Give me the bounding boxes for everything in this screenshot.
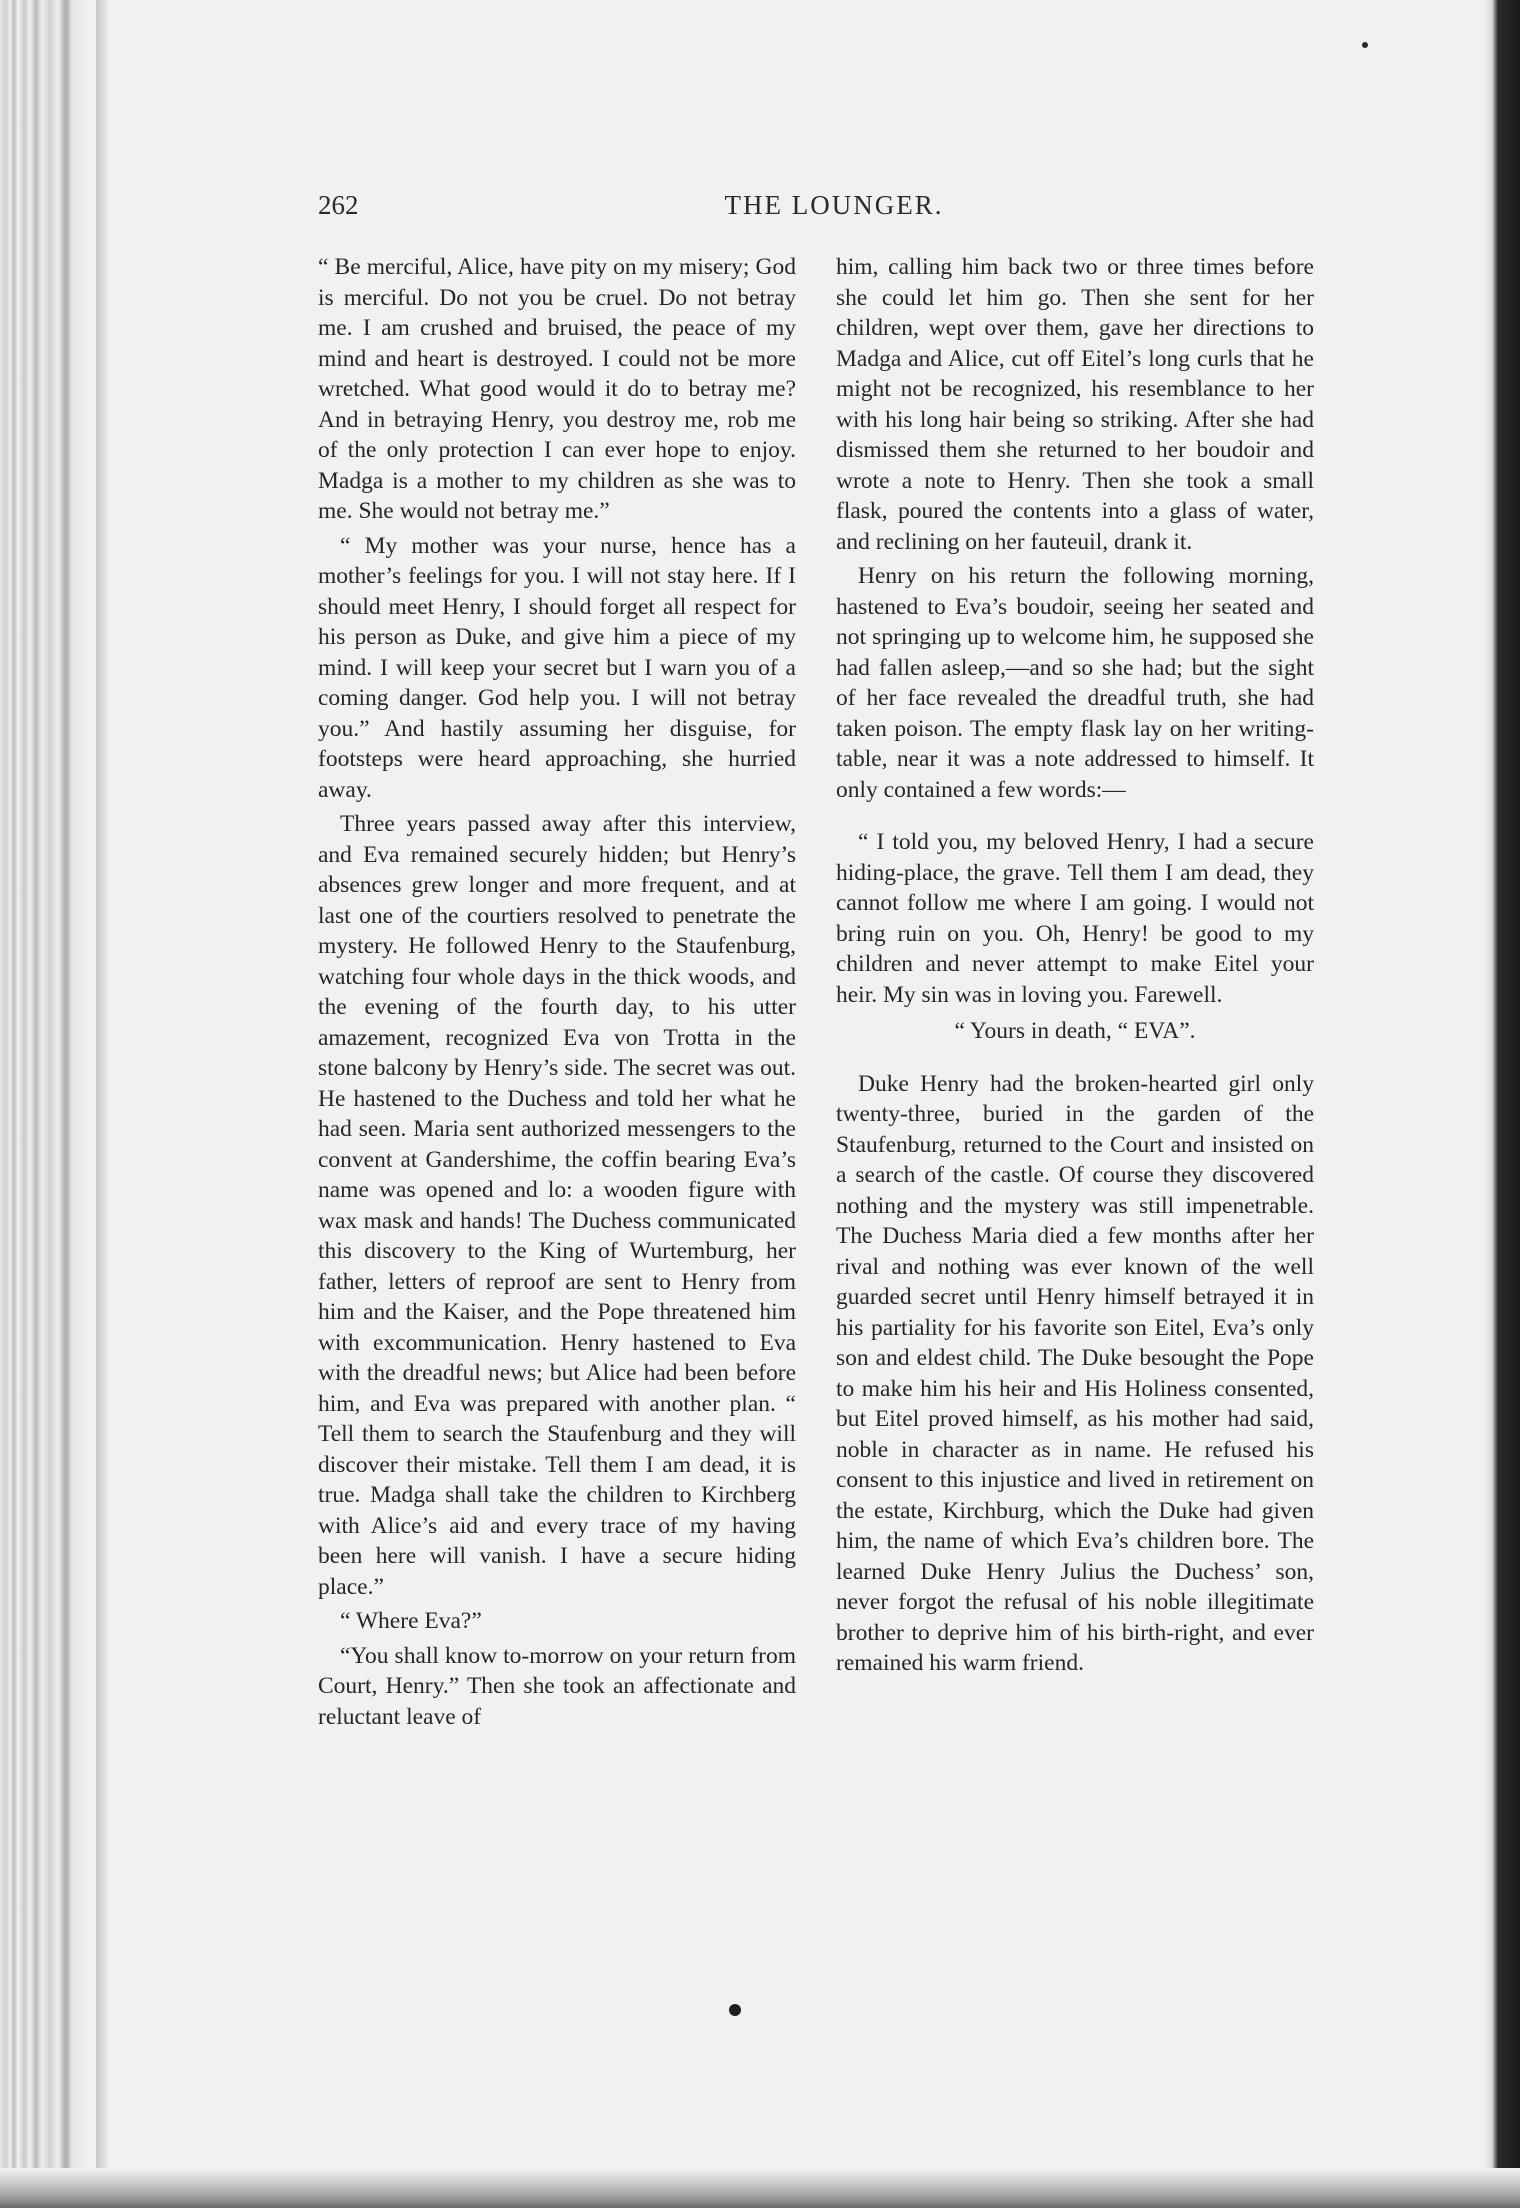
paragraph: Henry on his return the following morning, hastened to Eva’s boudoir, seeing her seated and not springing up to welcome him, he supposed she had fallen asleep,—and so she had; but the sight of her face revealed the dreadful truth, she had taken poison. The empty flask lay on her writing-table, near it was a note addressed to himself. It only contained a few words:— [836, 563, 1314, 803]
book-binding-edge [0, 0, 110, 2208]
paragraph: him, calling him back two or three times before she could let him go. Then she sent for her children, wept over them, gave her directions to Madga and Alice, cut off Eitel’s long curls that he might not be recognized, his resemblance to her with his long hair being so striking. After she had dismissed them she returned to her boudoir and wrote a note to Henry. Then she took a small flask, poured the contents into a glass of water, and reclining on her fauteuil, drank it. [836, 254, 1314, 555]
speck-mark [1362, 42, 1368, 48]
paragraph: “ Where Eva?” [340, 1608, 482, 1634]
running-title: THE LOUNGER. [724, 190, 944, 220]
page-right-edge [1484, 0, 1520, 2208]
page-number: 262 [318, 190, 359, 220]
paragraph: Duke Henry had the broken-hearted girl only twenty-three, buried in the garden of the Staufenburg, returned to the Court and insisted on a search of the castle. Of course they discovered nothing and the mystery was still impenetrable. The Duchess Maria died a few months after her rival and nothing was ever known of the well guarded secret until Henry himself betrayed it in his partiality for his favorite son Eitel, Eva’s only son and eldest child. The Duke besought the Pope to make him his heir and His Holiness consented, but Eitel proved himself, as his mother had said, noble in character as in name. He refused his consent to this injustice and lived in retirement on the estate, Kirchburg, which the Duke had given him, the name of which Eva’s children bore. The learned Duke Henry Julius the Duchess’ son, never forgot the refusal of his noble illegitimate brother to deprive him of his birth-right, and ever remained his warm friend. [836, 1070, 1314, 1676]
letter-signature: “ Yours in death, “ EVA”. [954, 1018, 1196, 1044]
binding-shadow [96, 0, 110, 2208]
paragraph: “ My mother was your nurse, hence has a mother’s feelings for you. I will not stay here. If I should meet Henry, I should forget all respect for his person as Duke, and give him a piece of my mind. I will keep your secret but I warn you of a coming danger. God help you. I will not betray you.” And hastily assuming her disguise, for footsteps were heard approaching, she hurried away. [318, 532, 796, 803]
paragraph: Three years passed away after this interview, and Eva remained securely hidden; but Henry’s absences grew longer and more frequent, and at last one of the courtiers resolved to penetrate the mystery. He followed Henry to the Staufenburg, watching four whole days in the thick woods, and the evening of the fourth day, to his utter amazement, recognized Eva von Trotta in the stone balcony by Henry’s side. The secret was out. He hastened to the Duchess and told her what he had seen. Maria sent authorized messengers to the convent at Gandershime, the coffin bearing Eva’s name was opened and lo: a wooden figure with wax mask and hands! The Duchess communicated this discovery to the King of Wurtemburg, her father, letters of reproof are sent to Henry from him and the Kaiser, and the Pope threatened him with excommunication. Henry hastened to Eva with the dreadful news; but Alice had been before him, and Eva was prepared with another plan. “ Tell them to search the Staufenburg and they will discover their mistake. Tell them I am dead, it is true. Madga shall take the children to Kirchberg with Alice’s aid and every trace of my having been here will vanish. I have a secure hiding place.” [318, 811, 796, 1600]
left-column [318, 252, 796, 1732]
letter-paragraph: “ I told you, my beloved Henry, I had a secure hiding-place, the grave. Tell them I am dead, they cannot follow me where I am going. I would not bring ruin on you. Oh, Henry! be good to my children and never attempt to make Eitel your heir. My sin was in loving you. Farewell. [836, 829, 1314, 1008]
paragraph: “You shall know to-morrow on your return from Court, Henry.” Then she took an affectionate and reluctant leave of [318, 1642, 796, 1730]
page-bottom-edge [0, 2168, 1520, 2208]
footer-ornament-dot [729, 2004, 741, 2016]
paragraph: “ Be merciful, Alice, have pity on my misery; God is merciful. Do not you be cruel. Do not betray me. I am crushed and bruised, the peace of my mind and heart is destroyed. I could not be more wretched. What good would it do to betray me? And in betraying Henry, you destroy me, rob me of the only protection I can ever hope to enjoy. Madga is a mother to my children as she was to me. She would not betray me.” [318, 254, 796, 524]
page-header [318, 190, 1350, 230]
right-column [836, 252, 1314, 1679]
